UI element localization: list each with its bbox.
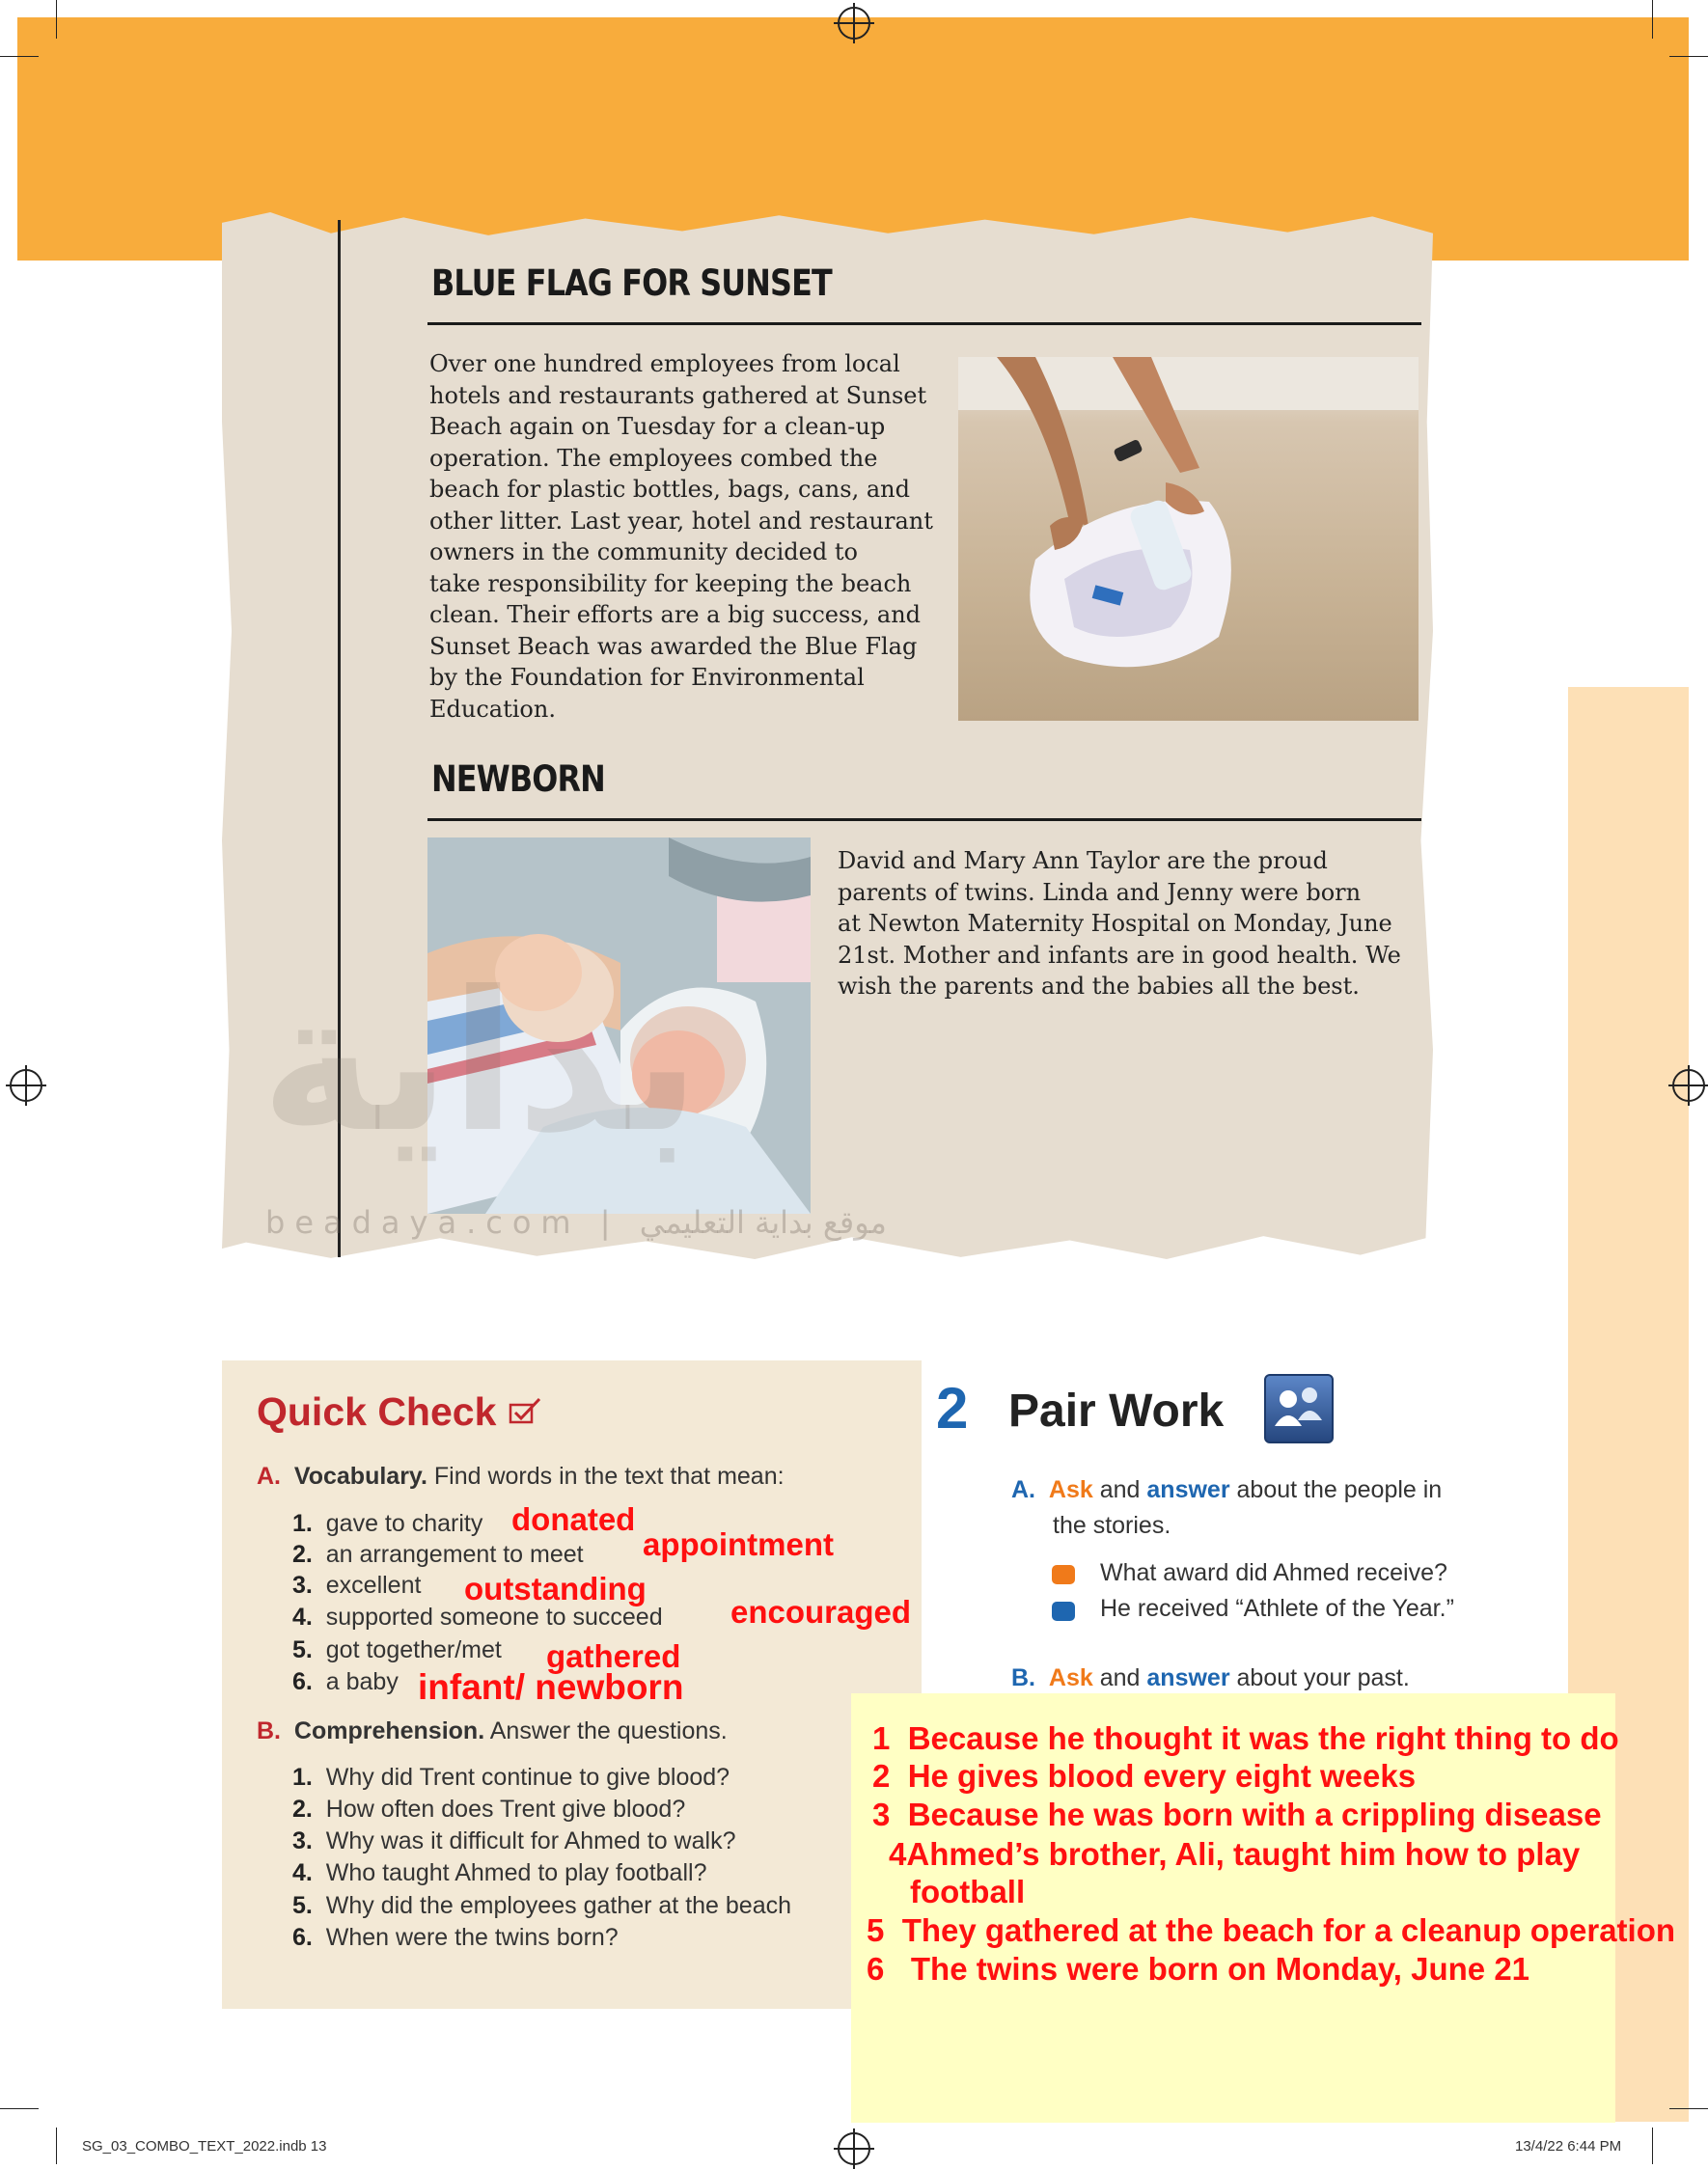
crop-mark bbox=[0, 2108, 39, 2109]
vocabulary-heading: A. Vocabulary. Find words in the text that mean: bbox=[257, 1463, 785, 1490]
example-question: What award did Ahmed receive? bbox=[1100, 1559, 1447, 1586]
pair-work-b-instruction: B. Ask and answer about your past. bbox=[1011, 1664, 1410, 1691]
registration-mark bbox=[10, 1069, 42, 1102]
section-number: 2 bbox=[936, 1376, 969, 1441]
registration-mark bbox=[1672, 1069, 1705, 1102]
vocab-answer: infant/ newborn bbox=[418, 1667, 684, 1707]
comprehension-item: 2. How often does Trent give blood? bbox=[292, 1796, 686, 1823]
vocab-answer: outstanding bbox=[464, 1571, 647, 1606]
comprehension-item: 6. When were the twins born? bbox=[292, 1924, 619, 1951]
vocab-item: 6. a baby bbox=[292, 1668, 399, 1695]
comprehension-item: 3. Why was it difficult for Ahmed to walk? bbox=[292, 1827, 736, 1854]
quick-check-title: Quick Check bbox=[257, 1389, 542, 1435]
crop-mark bbox=[1669, 2108, 1708, 2109]
answer-line: 1 Because he thought it was the right thing to do bbox=[872, 1720, 1619, 1756]
pair-work-a-instruction: A. Ask and answer about the people in bbox=[1011, 1476, 1443, 1503]
pair-work-a-instruction-cont: the stories. bbox=[1053, 1512, 1171, 1539]
vocab-answer: appointment bbox=[643, 1526, 834, 1562]
checkbox-check-icon bbox=[508, 1396, 542, 1427]
vocab-answer: encouraged bbox=[730, 1594, 912, 1630]
vocab-item: 4. supported someone to succeed bbox=[292, 1604, 663, 1631]
footer-date-slug: 13/4/22 6:44 PM bbox=[1515, 2138, 1622, 2155]
watermark-logo: بداية bbox=[261, 950, 701, 1175]
comprehension-item: 1. Why did Trent continue to give blood? bbox=[292, 1764, 730, 1791]
crop-mark bbox=[1669, 56, 1708, 57]
article-headline-newborn: NEWBORN bbox=[431, 758, 605, 800]
speech-bubble-icon bbox=[1052, 1565, 1075, 1584]
answer-line: 4Ahmed’s brother, Ali, taught him how to play bbox=[889, 1836, 1581, 1872]
article-headline-blue-flag: BLUE FLAG FOR SUNSET bbox=[431, 262, 832, 304]
beach-cleanup-photo bbox=[958, 357, 1419, 721]
example-response: He received “Athlete of the Year.” bbox=[1100, 1595, 1454, 1622]
vocab-answer: donated bbox=[511, 1501, 636, 1537]
comprehension-heading: B. Comprehension. Answer the questions. bbox=[257, 1717, 728, 1744]
vocab-item: 5. got together/met bbox=[292, 1636, 502, 1663]
article-body-newborn: David and Mary Ann Taylor are the proud parents of twins. Linda and Jenny were born at Newton Maternity Hospital on Monday, June 21st. Mother and infants are in good health. We wish the parents and the babies all the best. bbox=[838, 847, 1401, 1000]
vocab-answer: gathered bbox=[546, 1638, 681, 1674]
registration-mark bbox=[838, 2132, 870, 2165]
headline-rule bbox=[427, 818, 1421, 821]
crop-mark bbox=[1652, 2128, 1653, 2164]
footer-file-slug: SG_03_COMBO_TEXT_2022.indb 13 bbox=[82, 2138, 327, 2155]
answer-line: 5 They gathered at the beach for a cleanup operation bbox=[867, 1912, 1676, 1948]
watermark-site: beadaya.com | موقع بداية التعليمي bbox=[265, 1204, 887, 1241]
answer-line: 6 The twins were born on Monday, June 21 bbox=[867, 1951, 1530, 1987]
answer-line: 2 He gives blood every eight weeks bbox=[872, 1758, 1417, 1794]
crop-mark bbox=[0, 56, 39, 57]
vocab-item: 3. excellent bbox=[292, 1572, 422, 1599]
comprehension-item: 4. Who taught Ahmed to play football? bbox=[292, 1859, 707, 1886]
vocab-item: 1. gave to charity bbox=[292, 1510, 483, 1537]
article-body-blue-flag: Over one hundred employees from local hotels and restaurants gathered at Sunset Beach again on Tuesday for a clean-up operation. The employees combed the beach for plastic bottles, bags, cans, and other litter. Last year, hotel and restaurant owners in the community decided to take responsibility for keeping the beach clean. Their efforts are a big success, and Sunset Beach was awarded the Blue Flag by the Foundation for Environmental Education. bbox=[429, 350, 933, 723]
registration-mark bbox=[838, 7, 870, 40]
crop-mark bbox=[1652, 0, 1653, 39]
headline-rule bbox=[427, 322, 1421, 325]
crop-mark bbox=[56, 0, 57, 39]
crop-mark bbox=[56, 2128, 57, 2164]
answer-line-cont: football bbox=[910, 1874, 1026, 1909]
answer-line: 3 Because he was born with a crippling disease bbox=[872, 1797, 1602, 1832]
vocab-item: 2. an arrangement to meet bbox=[292, 1541, 584, 1568]
pair-work-title: Pair Work bbox=[1008, 1386, 1225, 1437]
pair-people-icon bbox=[1264, 1374, 1334, 1443]
speech-bubble-icon bbox=[1052, 1602, 1075, 1621]
comprehension-item: 5. Why did the employees gather at the beach bbox=[292, 1892, 792, 1919]
